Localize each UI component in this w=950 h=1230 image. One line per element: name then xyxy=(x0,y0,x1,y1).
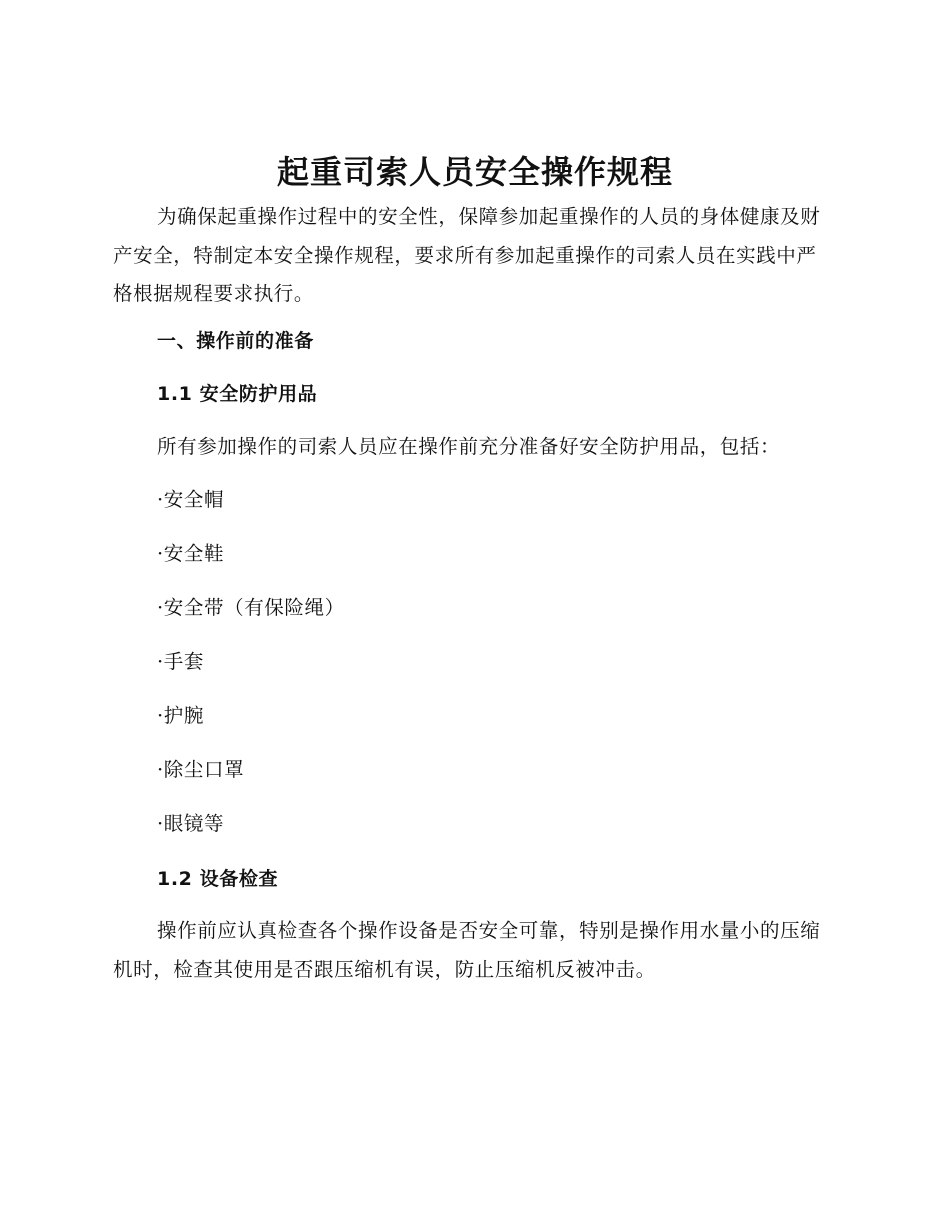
document-title: 起重司索人员安全操作规程 xyxy=(276,153,673,191)
intro-paragraph: 为确保起重操作过程中的安全性，保障参加起重操作的人员的身体健康及财产安全，特制定本安全操作规程，要求所有参加起重操作的司索人员在实践中严格根据规程要求执行。 xyxy=(113,205,821,305)
list-item: ·安全鞋 xyxy=(157,542,225,565)
list-item: ·除尘口罩 xyxy=(157,758,245,781)
list-item: ·手套 xyxy=(157,650,204,673)
equipment-check-paragraph: 操作前应认真检查各个操作设备是否安全可靠，特别是操作用水量小的压缩机时，检查其使用是否跟压缩机有误，防止压缩机反被冲击。 xyxy=(113,919,821,981)
section-1-heading: 一、操作前的准备 xyxy=(157,330,314,352)
protective-gear-lead: 所有参加操作的司索人员应在操作前充分准备好安全防护用品，包括： xyxy=(157,435,781,458)
list-item: ·护腕 xyxy=(157,704,204,727)
list-item: ·安全帽 xyxy=(157,488,225,511)
list-item: ·安全带（有保险绳） xyxy=(157,596,345,619)
section-1-1-heading: 1.1 安全防护用品 xyxy=(157,383,318,405)
section-1-2-heading: 1.2 设备检查 xyxy=(157,868,279,890)
list-item: ·眼镜等 xyxy=(157,812,225,835)
